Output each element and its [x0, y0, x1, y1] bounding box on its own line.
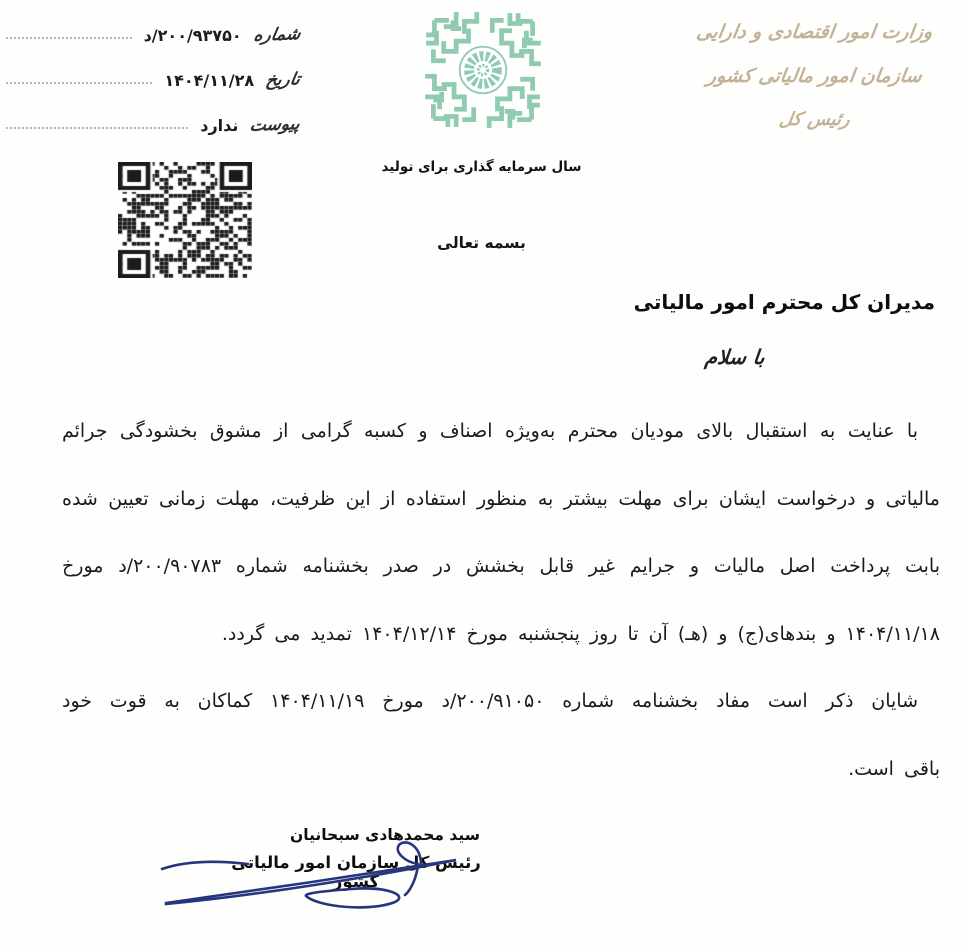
letter-attachment-row — [6, 106, 300, 135]
year-slogan: سال سرمایه گذاری برای تولید — [381, 159, 582, 175]
signature-scribble — [158, 833, 473, 921]
reference-fields — [6, 16, 300, 151]
letter-attachment-value: ندارد — [200, 116, 239, 135]
signatory-title: رئیس کل سازمان امور مالیاتی کشور — [231, 853, 481, 891]
body-line-1: با عنایت به استقبال بالای مودیان محترم به‌ویژه اصناف و کسبه گرامی از مشوق بخشودگی جرائم — [62, 420, 918, 442]
recipient-heading: مدیران کل محترم امور مالیاتی — [633, 290, 935, 314]
letter-attachment-label: پیوست — [248, 114, 302, 136]
office-title: رئیس کل — [777, 109, 852, 130]
tax-organization-emblem-icon — [421, 8, 545, 132]
letter-date-label: تاریخ — [264, 69, 302, 91]
letter-body — [62, 398, 940, 803]
ministry-name: وزارت امور اقتصادی و دارایی — [695, 21, 934, 43]
letter-number-value: ۲۰۰/۹۳۷۵۰/د — [143, 26, 242, 45]
letter-number-label: شماره — [251, 24, 302, 46]
body-line-3: بابت پرداخت اصل مالیات و جرایم غیر قابل بخشش در صدر بخشنامه شماره ۲۰۰/۹۰۷۸۳/د مورخ — [62, 555, 940, 577]
letter-number-row — [6, 16, 300, 45]
signatory-name: سید محمدهادی سبحانیان — [290, 826, 480, 844]
body-line-2: مالیاتی و درخواست ایشان برای مهلت بیشتر به منظور استفاده از این ظرفیت، مهلت زمانی تعیین شده — [62, 487, 940, 510]
letterhead — [682, 10, 947, 142]
body-line-5: شایان ذکر است مفاد بخشنامه شماره ۲۰۰/۹۱۰۵۰/د مورخ ۱۴۰۴/۱۱/۱۹ کماکان به قوت خود — [62, 690, 918, 712]
dotted-line — [6, 82, 152, 84]
body-line-4: ۱۴۰۴/۱۱/۱۸ و بندهای(ج) و (هـ) آن تا روز پنجشنبه مورخ ۱۴۰۴/۱۲/۱۴ تمدید می گردد. — [221, 622, 940, 645]
letter-date-value: ۱۴۰۴/۱۱/۲۸ — [164, 71, 255, 90]
salutation: با سلام — [704, 345, 767, 369]
basmala: بسمه تعالی — [437, 234, 526, 252]
organization-name: سازمان امور مالیاتی کشور — [705, 65, 924, 87]
qr-code — [118, 162, 252, 278]
body-line-6: باقی است. — [848, 757, 940, 780]
letter-date-row — [6, 61, 300, 90]
dotted-line — [6, 127, 188, 129]
dotted-line — [6, 37, 132, 39]
